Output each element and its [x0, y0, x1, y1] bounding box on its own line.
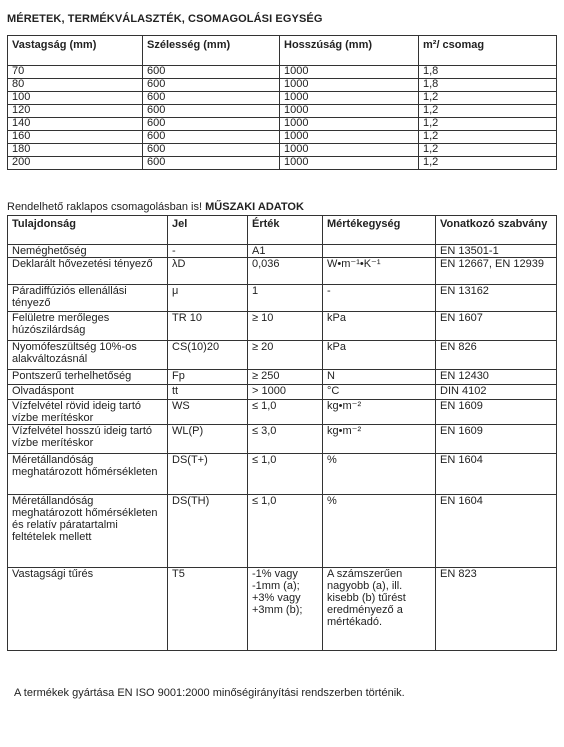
- table-row: [8, 341, 557, 370]
- table-cell: 200: [8, 157, 143, 170]
- table-cell: tt: [168, 385, 248, 400]
- table-cell: 1000: [280, 92, 419, 105]
- column-header: Vastagság (mm): [8, 36, 143, 66]
- table-cell: EN 1609: [436, 400, 557, 425]
- table-cell: TR 10: [168, 312, 248, 341]
- table-cell: 1,2: [419, 118, 557, 131]
- table-cell: Vízfelvétel hosszú ideig tartó vízbe merítéskor: [8, 425, 168, 454]
- table-cell: 1,2: [419, 144, 557, 157]
- table-cell: ≤ 3,0: [248, 425, 323, 454]
- table-cell: T5: [168, 568, 248, 651]
- table-row: [8, 144, 557, 157]
- table-cell: Nyomófeszültség 10%-os alakváltozásnál: [8, 341, 168, 370]
- table-row: [8, 385, 557, 400]
- column-header: m²/ csomag: [419, 36, 557, 66]
- table-cell: EN 823: [436, 568, 557, 651]
- table-cell: 1,2: [419, 131, 557, 144]
- table-cell: Méretállandóság meghatározott hőmérsékleten és relatív páratartalmi feltételek mellett: [8, 495, 168, 568]
- table-cell: EN 1604: [436, 495, 557, 568]
- table-cell: Felületre merőleges húzószilárdság: [8, 312, 168, 341]
- table-cell: kPa: [323, 312, 436, 341]
- table-cell: 1000: [280, 118, 419, 131]
- table-cell: Fp: [168, 370, 248, 385]
- table-cell: kPa: [323, 341, 436, 370]
- table-cell: Neméghetőség: [8, 245, 168, 258]
- table-row: [8, 245, 557, 258]
- column-header: Szélesség (mm): [143, 36, 280, 66]
- table-row: [8, 105, 557, 118]
- table-row: [8, 258, 557, 285]
- table-cell: -: [168, 245, 248, 258]
- table-header-row: [8, 36, 557, 66]
- table-cell: N: [323, 370, 436, 385]
- table-row: [8, 495, 557, 568]
- table-cell: %: [323, 495, 436, 568]
- table-cell: 1000: [280, 131, 419, 144]
- note-line: [7, 201, 304, 213]
- column-header: Vonatkozó szabvány: [436, 216, 557, 245]
- table-cell: 0,036: [248, 258, 323, 285]
- table-cell: DIN 4102: [436, 385, 557, 400]
- table-cell: A számszerűen nagyobb (a), ill. kisebb (b) tűrést eredményező a mértékadó.: [323, 568, 436, 651]
- table-cell: 180: [8, 144, 143, 157]
- table-cell: Méretállandóság meghatározott hőmérsékleten: [8, 454, 168, 495]
- table-cell: Vízfelvétel rövid ideig tartó vízbe merítéskor: [8, 400, 168, 425]
- table-cell: DS(T+): [168, 454, 248, 495]
- section-title: MŰSZAKI ADATOK: [205, 201, 304, 213]
- table-cell: 1: [248, 285, 323, 312]
- table-cell: EN 1607: [436, 312, 557, 341]
- table-cell: 600: [143, 66, 280, 79]
- table-cell: kg•m⁻²: [323, 425, 436, 454]
- table-cell: EN 12667, EN 12939: [436, 258, 557, 285]
- table-cell: [323, 245, 436, 258]
- table-row: [8, 66, 557, 79]
- table-cell: 1000: [280, 66, 419, 79]
- table-cell: 1,2: [419, 92, 557, 105]
- table-cell: WL(P): [168, 425, 248, 454]
- table-cell: ≤ 1,0: [248, 495, 323, 568]
- table-cell: ≥ 20: [248, 341, 323, 370]
- table-row: [8, 312, 557, 341]
- table-cell: %: [323, 454, 436, 495]
- table-cell: Páradiffúziós ellenállási tényező: [8, 285, 168, 312]
- column-header: Érték: [248, 216, 323, 245]
- table-cell: 1000: [280, 105, 419, 118]
- table-row: [8, 568, 557, 651]
- note-text: Rendelhető raklapos csomagolásban is!: [7, 201, 206, 213]
- table-cell: λD: [168, 258, 248, 285]
- table-cell: 600: [143, 105, 280, 118]
- table-cell: μ: [168, 285, 248, 312]
- table-row: [8, 285, 557, 312]
- table-cell: 1,2: [419, 157, 557, 170]
- column-header: Hosszúság (mm): [280, 36, 419, 66]
- table-cell: 100: [8, 92, 143, 105]
- sizes-table: [7, 35, 557, 170]
- table-row: [8, 425, 557, 454]
- table-cell: 160: [8, 131, 143, 144]
- table-cell: A1: [248, 245, 323, 258]
- table-cell: kg•m⁻²: [323, 400, 436, 425]
- table-cell: Olvadáspont: [8, 385, 168, 400]
- table-cell: Pontszerű terhelhetőség: [8, 370, 168, 385]
- table-cell: 120: [8, 105, 143, 118]
- table-row: [8, 92, 557, 105]
- table-cell: ≤ 1,0: [248, 454, 323, 495]
- table-cell: 600: [143, 92, 280, 105]
- table-cell: °C: [323, 385, 436, 400]
- table-cell: DS(TH): [168, 495, 248, 568]
- table-row: [8, 400, 557, 425]
- column-header: Tulajdonság: [8, 216, 168, 245]
- table-row: [8, 454, 557, 495]
- table-cell: 80: [8, 79, 143, 92]
- page-title: MÉRETEK, TERMÉKVÁLASZTÉK, CSOMAGOLÁSI EGYSÉG: [7, 13, 323, 25]
- table-row: [8, 157, 557, 170]
- table-cell: Vastagsági tűrés: [8, 568, 168, 651]
- footer-note: A termékek gyártása EN ISO 9001:2000 minőségirányítási rendszerben történik.: [14, 687, 405, 699]
- table-cell: 600: [143, 79, 280, 92]
- table-cell: WS: [168, 400, 248, 425]
- table-cell: 600: [143, 157, 280, 170]
- table-cell: 600: [143, 144, 280, 157]
- table-row: [8, 118, 557, 131]
- table-cell: ≤ 1,0: [248, 400, 323, 425]
- table-cell: 1000: [280, 144, 419, 157]
- column-header: Mértékegység: [323, 216, 436, 245]
- table-cell: 1,2: [419, 105, 557, 118]
- table-cell: EN 13162: [436, 285, 557, 312]
- table-cell: EN 826: [436, 341, 557, 370]
- table-cell: 140: [8, 118, 143, 131]
- table-row: [8, 131, 557, 144]
- table-cell: ≥ 10: [248, 312, 323, 341]
- table-cell: EN 1604: [436, 454, 557, 495]
- table-cell: 1,8: [419, 66, 557, 79]
- table-cell: EN 12430: [436, 370, 557, 385]
- table-cell: -: [323, 285, 436, 312]
- table-row: [8, 370, 557, 385]
- table-row: [8, 79, 557, 92]
- table-cell: 1000: [280, 157, 419, 170]
- table-cell: CS(10)20: [168, 341, 248, 370]
- table-cell: > 1000: [248, 385, 323, 400]
- table-cell: 600: [143, 131, 280, 144]
- table-cell: Deklarált hővezetési tényező: [8, 258, 168, 285]
- specs-table: [7, 215, 557, 651]
- table-header-row: [8, 216, 557, 245]
- table-cell: -1% vagy -1mm (a); +3% vagy +3mm (b);: [248, 568, 323, 651]
- table-cell: W•m⁻¹•K⁻¹: [323, 258, 436, 285]
- table-cell: EN 13501-1: [436, 245, 557, 258]
- table-cell: 600: [143, 118, 280, 131]
- table-cell: EN 1609: [436, 425, 557, 454]
- table-cell: 70: [8, 66, 143, 79]
- table-cell: ≥ 250: [248, 370, 323, 385]
- table-cell: 1,8: [419, 79, 557, 92]
- column-header: Jel: [168, 216, 248, 245]
- table-cell: 1000: [280, 79, 419, 92]
